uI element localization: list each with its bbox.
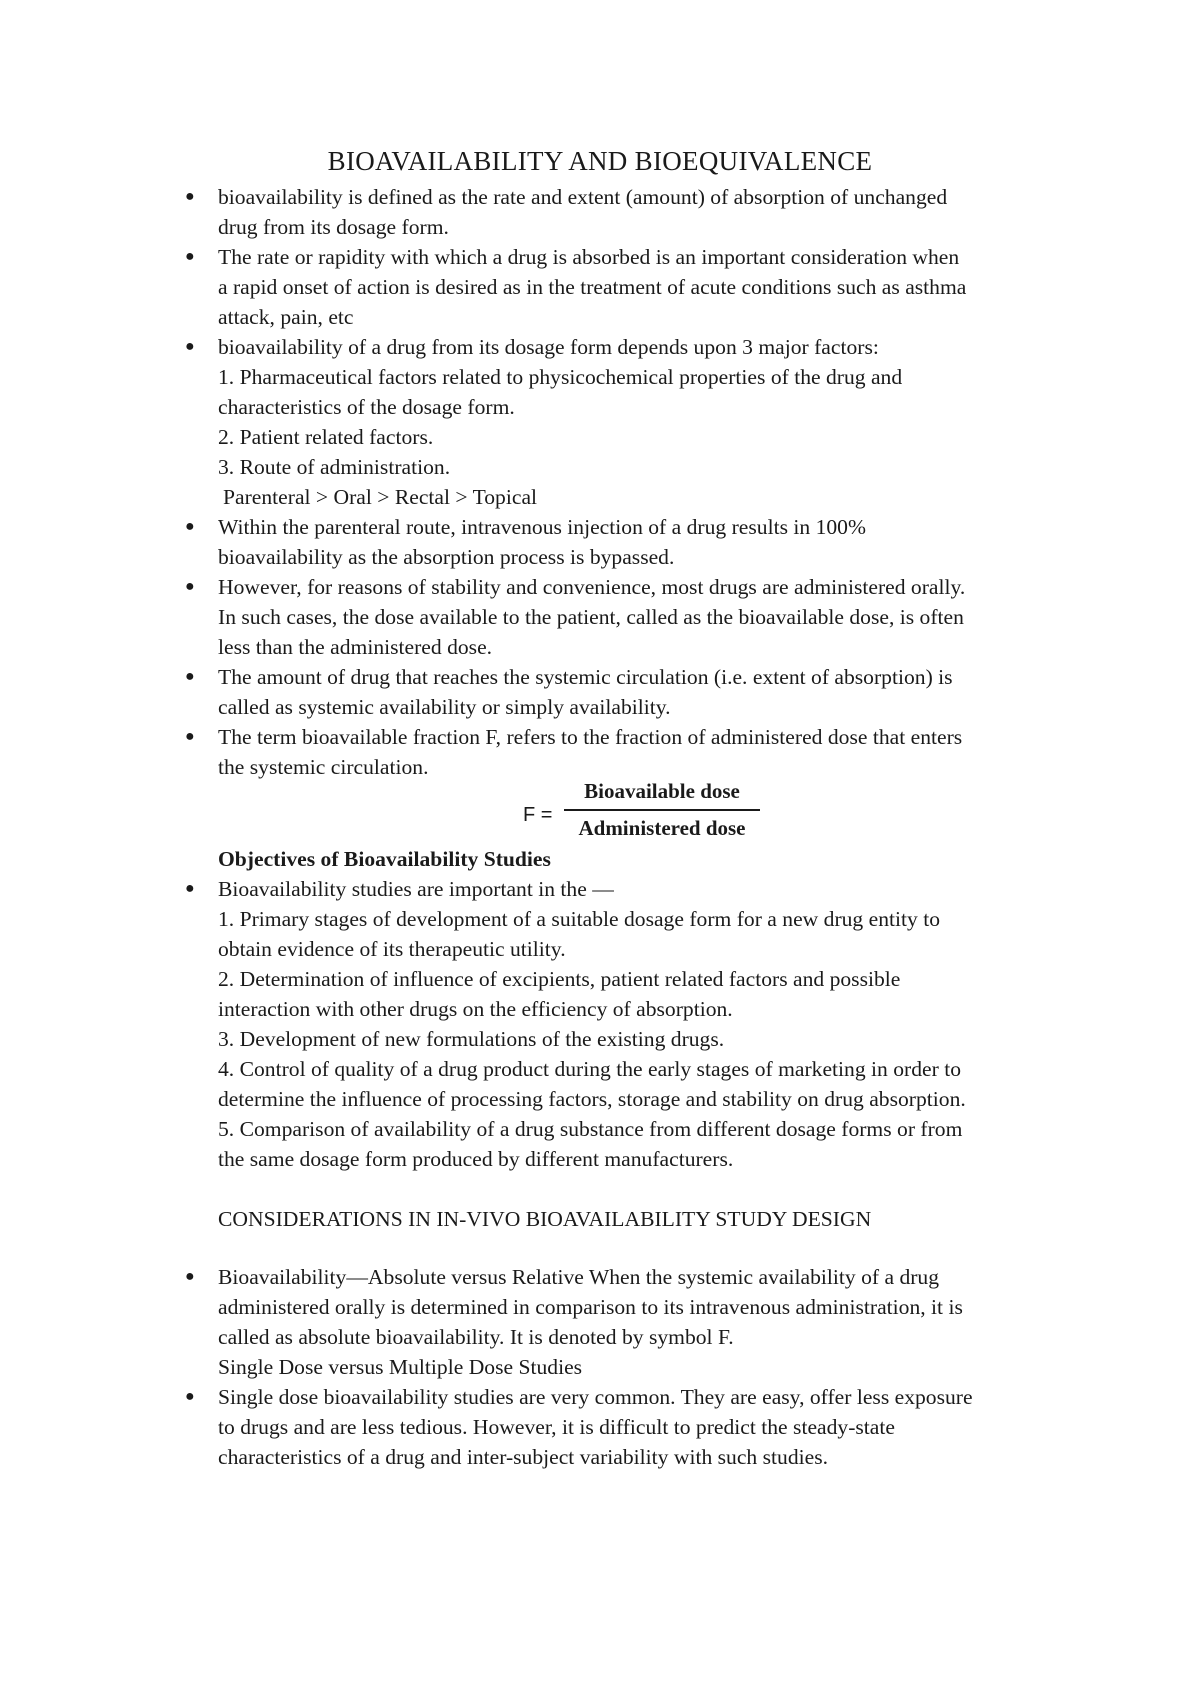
text-line: drug from its dosage form.: [218, 215, 449, 239]
numbered-item: 5. Comparison of availability of a drug substance from different dosage forms or from: [218, 1117, 963, 1141]
bullet-icon: ●: [185, 880, 195, 897]
bullet-item-rate: [185, 242, 1059, 332]
bullet-item-single-dose: [185, 1382, 1059, 1472]
numbered-item: 2. Determination of influence of excipients, patient related factors and possible: [218, 967, 901, 991]
bullet-icon: ●: [185, 1268, 195, 1285]
text-line: The amount of drug that reaches the systemic circulation (i.e. extent of absorption) is: [218, 665, 953, 689]
bullet-icon: ●: [185, 338, 195, 355]
text-line: called as absolute bioavailability. It is denoted by symbol F.: [218, 1325, 734, 1349]
numbered-item: 1. Pharmaceutical factors related to physicochemical properties of the drug and: [218, 365, 903, 389]
text-line: bioavailability of a drug from its dosage form depends upon 3 major factors:: [218, 335, 879, 359]
text-line: to drugs and are less tedious. However, it is difficult to predict the steady-state: [218, 1415, 895, 1439]
numbered-item: 4. Control of quality of a drug product during the early stages of marketing in order to: [218, 1057, 962, 1081]
text-line: Bioavailability—Absolute versus Relative When the systemic availability of a drug: [218, 1265, 940, 1289]
section-heading-objectives: Objectives of Bioavailability Studies: [218, 847, 551, 871]
text-line: a rapid onset of action is desired as in the treatment of acute conditions such as asthma: [218, 275, 967, 299]
text-line: Within the parenteral route, intravenous injection of a drug results in 100%: [218, 515, 866, 539]
text-line: less than the administered dose.: [218, 635, 493, 659]
numbered-item: 3. Route of administration.: [218, 455, 451, 479]
bullet-item-fraction: [185, 722, 1059, 782]
text-line: However, for reasons of stability and convenience, most drugs are administered orally.: [218, 575, 966, 599]
bullet-item-systemic: [185, 662, 1059, 722]
text-line: Single dose bioavailability studies are very common. They are easy, offer less exposure: [218, 1385, 973, 1409]
text-line: bioavailability is defined as the rate and extent (amount) of absorption of unchanged: [218, 185, 948, 209]
document-body: [185, 182, 1059, 1472]
formula-bioavailable-fraction: [218, 779, 1059, 844]
bullet-icon: ●: [185, 248, 195, 265]
formula-numerator: Bioavailable dose: [564, 776, 760, 811]
bullet-icon: ●: [185, 518, 195, 535]
formula-lhs: F =: [523, 804, 553, 826]
text-line: the same dosage form produced by different manufacturers.: [218, 1147, 734, 1171]
bullet-item-definition: [185, 182, 1059, 242]
text-line: bioavailability as the absorption process is bypassed.: [218, 545, 675, 569]
bullet-item-parenteral: [185, 512, 1059, 572]
text-line: The term bioavailable fraction F, refers to the fraction of administered dose that enters: [218, 725, 963, 749]
text-line: determine the influence of processing factors, storage and stability on drug absorption.: [218, 1087, 966, 1111]
bullet-item-absolute-relative: [185, 1262, 1059, 1382]
numbered-item: 1. Primary stages of development of a suitable dosage form for a new drug entity to: [218, 907, 940, 931]
page-title: BIOAVAILABILITY AND BIOEQUIVALENCE: [327, 146, 873, 176]
text-line: administered orally is determined in comparison to its intravenous administration, it is: [218, 1295, 963, 1319]
bullet-icon: ●: [185, 188, 195, 205]
section-heading-considerations: CONSIDERATIONS IN IN-VIVO BIOAVAILABILITY STUDY DESIGN: [218, 1207, 872, 1231]
spacer: [218, 1174, 1059, 1204]
route-order: Parenteral > Oral > Rectal > Topical: [223, 485, 538, 509]
text-line: characteristics of the dosage form.: [218, 395, 515, 419]
text-line: attack, pain, etc: [218, 305, 354, 329]
formula-fraction: [564, 776, 760, 843]
text-line: Bioavailability studies are important in the —: [218, 877, 614, 901]
text-line: In such cases, the dose available to the patient, called as the bioavailable dose, is often: [218, 605, 964, 629]
bullet-icon: ●: [185, 1388, 195, 1405]
formula-denominator: Administered dose: [578, 816, 746, 840]
bullet-item-oral: [185, 572, 1059, 662]
text-line: called as systemic availability or simply availability.: [218, 695, 671, 719]
numbered-item: 3. Development of new formulations of the existing drugs.: [218, 1027, 725, 1051]
bullet-item-factors: [185, 332, 1059, 512]
bullet-item-objectives: [185, 874, 1059, 1174]
text-line: interaction with other drugs on the efficiency of absorption.: [218, 997, 733, 1021]
numbered-item: 2. Patient related factors.: [218, 425, 434, 449]
text-line: the systemic circulation.: [218, 755, 429, 779]
text-line: obtain evidence of its therapeutic utility.: [218, 937, 566, 961]
spacer: [218, 1234, 1059, 1262]
text-line: characteristics of a drug and inter-subject variability with such studies.: [218, 1445, 829, 1469]
subheading-dose-studies: Single Dose versus Multiple Dose Studies: [218, 1355, 583, 1379]
bullet-icon: ●: [185, 578, 195, 595]
bullet-icon: ●: [185, 728, 195, 745]
bullet-icon: ●: [185, 668, 195, 685]
text-line: The rate or rapidity with which a drug is absorbed is an important consideration when: [218, 245, 960, 269]
